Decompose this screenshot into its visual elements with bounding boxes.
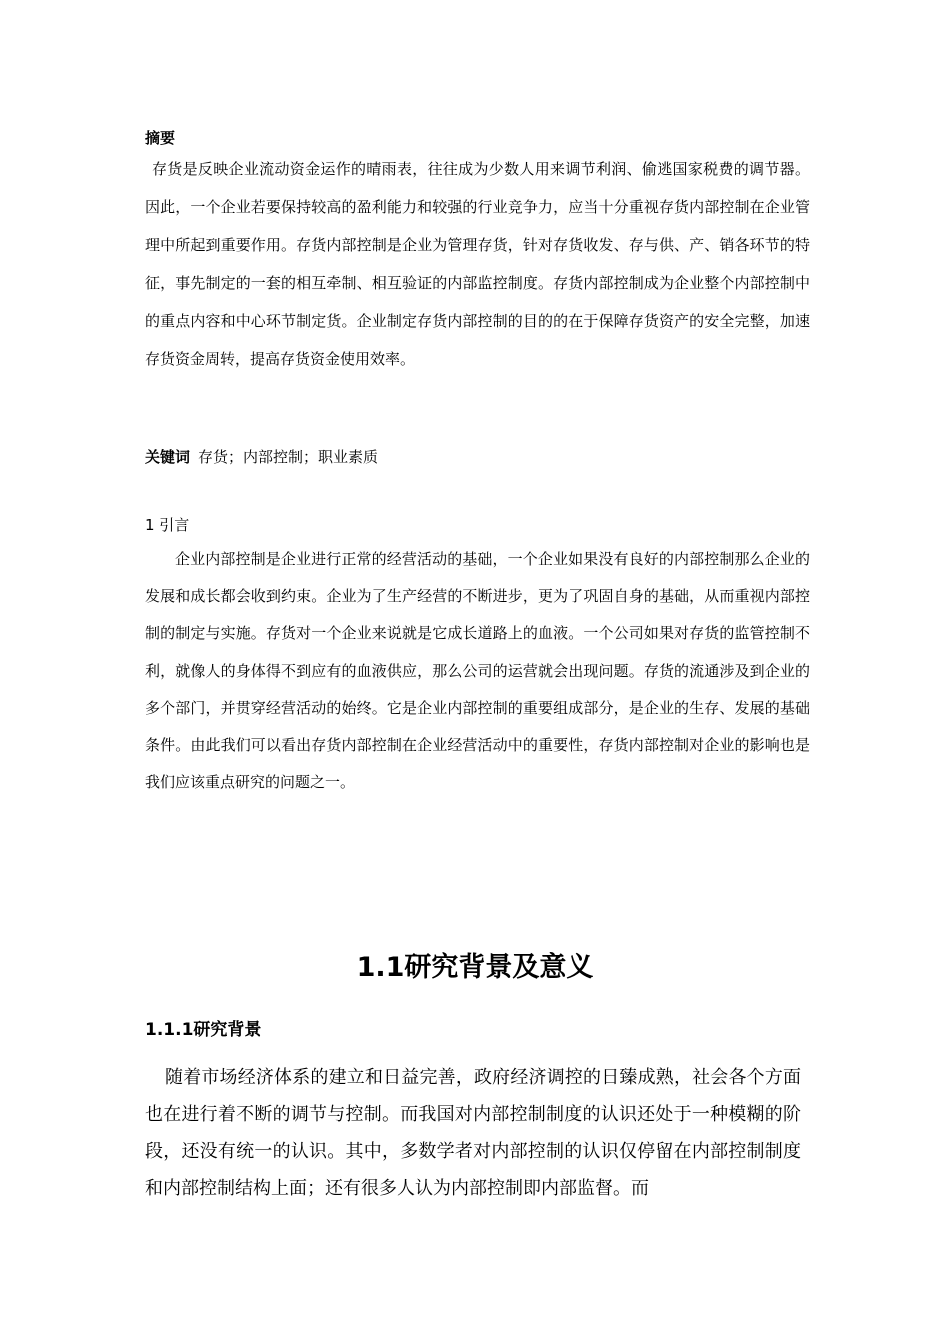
abstract-title: 摘要 (145, 129, 176, 147)
keywords-value: 存货；内部控制；职业素质 (198, 448, 379, 466)
abstract-body: 存货是反映企业流动资金运作的晴雨表，往往成为少数人用来调节利润、偷逃国家税费的调节器。因此，一个企业若要保持较高的盈利能力和较强的行业竞争力，应当十分重视存货内部控制在企业管理中所起到重要作用。存货内部控制是企业为管理存货，针对存货收发、存与供、产、销各环节的特征，事先制定的一套的相互牵制、相互验证的内部监控制度。存货内部控制成为企业整个内部控制中的重点内容和中心环节制定货。企业制定存货内部控制的目的的在于保障存货资产的安全完整，加速存货资金周转，提高存货资金使用效率。 (145, 160, 810, 368)
research-background-body: 随着市场经济体系的建立和日益完善，政府经济调控的日臻成熟，社会各个方面也在进行着不断的调节与控制。而我国对内部控制制度的认识还处于一种模糊的阶段，还没有统一的认识。其中，多数学者对内部控制的认识仅停留在内部控制制度和内部控制结构上面；还有很多人认为内部控制即内部监督。而 (145, 1067, 801, 1199)
keywords-line (145, 446, 810, 468)
keywords-label: 关键词 (145, 448, 191, 466)
intro-heading: 1 引言 (145, 516, 190, 534)
intro-body: 企业内部控制是企业进行正常的经营活动的基础，一个企业如果没有良好的内部控制那么企业的发展和成长都会收到约束。企业为了生产经营的不断进步，更为了巩固自身的基础，从而重视内部控制的制定与实施。存货对一个企业来说就是它成长道路上的血液。一个公司如果对存货的监管控制不利，就像人的身体得不到应有的血液供应，那么公司的运营就会出现问题。存货的流通涉及到企业的多个部门，并贯穿经营活动的始终。它是企业内部控制的重要组成部分，是企业的生存、发展的基础条件。由此我们可以看出存货内部控制在企业经营活动中的重要性，存货内部控制对企业的影响也是我们应该重点研究的问题之一。 (145, 550, 810, 792)
section-heading-research-background-significance: 1.1研究背景及意义 (356, 952, 594, 983)
subsection-heading-research-background: 1.1.1研究背景 (145, 1020, 262, 1040)
